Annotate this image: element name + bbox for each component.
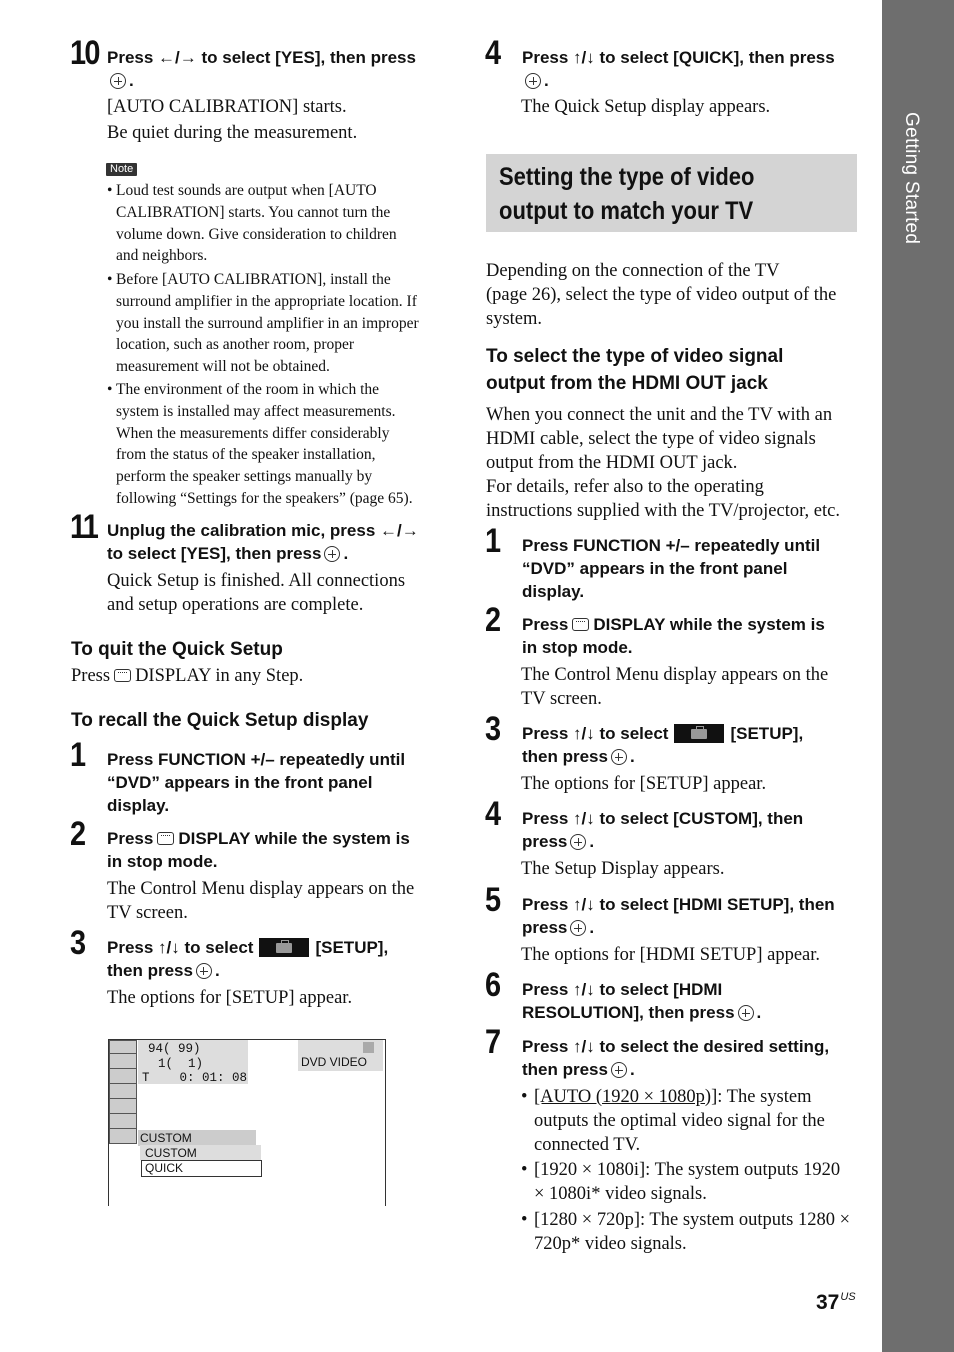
quick-step-4-instruction: Press ↑/↓ to select [QUICK], then press . [522,48,835,90]
hdmi-subheading: To select the type of video signal output from the HDMI OUT jack [486,346,784,394]
resolution-option-720p: • [1280 × 720p]: The system outputs 1280 × 720p* video signals. [521,1210,850,1254]
resolution-option-auto: • [AUTO (1920 × 1080p)]: The system outputs the optimal video signal for the connected TV. [521,1087,825,1155]
enter-button-icon [570,920,586,936]
hdmi-step-5-number: 5 [485,881,500,919]
display-button-icon [114,669,131,682]
enter-button-icon [324,546,340,562]
quit-quick-setup-heading: To quit the Quick Setup [71,639,283,660]
step-11-number: 11 [70,508,98,546]
recall-step-1-number: 1 [70,736,85,774]
recall-step-3-instruction: Press ↑/↓ to select [SETUP], then press . [107,938,389,980]
step-10-number: 10 [70,34,99,72]
hdmi-step-4-description: The Setup Display appears. [521,859,725,879]
hdmi-step-1-number: 1 [485,522,500,560]
osd-icon-strip [109,1040,137,1144]
hdmi-description: When you connect the unit and the TV with an HDMI cable, select the type of video signals output from the HDMI OUT jack. For details, refer also to the operating instructions supplied with the TV/projector, etc. [486,405,840,521]
quick-step-4-description: The Quick Setup display appears. [521,97,771,117]
setup-toolbox-icon [674,724,724,743]
recall-step-2-instruction: Press DISPLAY while the system is in stop mode. [107,829,410,871]
resolution-option-1080i: • [1920 × 1080i]: The system outputs 1920 × 1080i* video signals. [521,1160,841,1204]
osd-disc-indicator [363,1042,374,1053]
recall-step-3-number: 3 [70,924,85,962]
recall-quick-setup-heading: To recall the Quick Setup display [71,710,369,731]
hdmi-step-6-instruction: Press ↑/↓ to select [HDMI RESOLUTION], then press . [522,980,762,1022]
osd-menu-quick: QUICK [145,1161,184,1175]
enter-button-icon [611,749,627,765]
enter-button-icon [611,1062,627,1078]
hdmi-step-4-number: 4 [485,795,500,833]
display-button-icon [572,618,589,631]
enter-button-icon [738,1005,754,1021]
hdmi-step-5-description: The options for [HDMI SETUP] appear. [521,945,821,965]
section-intro: Depending on the connection of the TV (page 26), select the type of video output of the system. [486,261,837,329]
hdmi-step-2-description: The Control Menu display appears on the TV screen. [521,665,829,709]
osd-menu-custom-2: CUSTOM [145,1146,197,1160]
note-label: Note [106,163,137,176]
hdmi-step-7-number: 7 [485,1023,500,1061]
osd-status-text: 94( 99) 1( 1) T 0: 01: 08 [142,1042,248,1085]
display-button-icon [157,832,174,845]
quick-step-4-number: 4 [485,34,500,72]
osd-menu-custom-1: CUSTOM [140,1131,192,1145]
enter-button-icon [570,834,586,850]
enter-button-icon [525,73,541,89]
recall-step-1-instruction: Press FUNCTION +/– repeatedly until “DVD” appears in the front panel display. [107,750,406,815]
note-item-1: • Loud test sounds are output when [AUTO CALIBRATION] starts. You cannot turn the volume down. Give consideration to children and neighbors. [107,182,397,265]
step-10-description: [AUTO CALIBRATION] starts. Be quiet during the measurement. [107,97,358,143]
step-11-description: Quick Setup is finished. All connections and setup operations are complete. [107,571,406,615]
recall-step-3-description: The options for [SETUP] appear. [107,988,353,1008]
step-10-instruction: Press ←/→ to select [YES], then press . [107,48,416,90]
hdmi-step-2-number: 2 [485,601,500,639]
section-heading: Setting the type of video output to match your TV [499,163,755,225]
enter-button-icon [196,963,212,979]
hdmi-step-3-number: 3 [485,710,500,748]
hdmi-step-7-instruction: Press ↑/↓ to select the desired setting, then press . [522,1037,830,1079]
step-11-instruction: Unplug the calibration mic, press ←/→ to select [YES], then press . [107,521,419,563]
section-heading-box [486,154,857,232]
hdmi-step-3-description: The options for [SETUP] appear. [521,774,767,794]
recall-step-2-number: 2 [70,815,85,853]
enter-button-icon [110,73,126,89]
hdmi-step-4-instruction: Press ↑/↓ to select [CUSTOM], then press . [522,809,804,851]
quit-quick-setup-text: Press DISPLAY in any Step. [71,666,304,686]
note-item-3: • The environment of the room in which the system is installed may affect measurements. When the measurements differ considerably from the status of the speaker installation, perform the speaker settings manually by following “Settings for the speakers” (page 65). [107,381,413,507]
quick-setup-osd-illustration [108,1039,386,1205]
recall-step-2-description: The Control Menu display appears on the TV screen. [107,879,415,923]
section-tab-label: Getting Started [901,112,922,245]
hdmi-step-5-instruction: Press ↑/↓ to select [HDMI SETUP], then press . [522,895,835,937]
hdmi-step-3-instruction: Press ↑/↓ to select [SETUP], then press . [522,724,804,766]
hdmi-step-6-number: 6 [485,966,500,1004]
setup-toolbox-icon [259,938,309,957]
page-number: $37^{US}$ [816,1291,856,1314]
note-item-2: • Before [AUTO CALIBRATION], install the surround amplifier in the appropriate location. If you install the surround amplifier in an improper location, such as another room, proper measurement will not be obtained. [107,271,419,376]
hdmi-step-2-instruction: Press DISPLAY while the system is in stop mode. [522,615,825,657]
hdmi-step-1-instruction: Press FUNCTION +/– repeatedly until “DVD” appears in the front panel display. [522,536,821,601]
osd-disc-type: DVD VIDEO [301,1055,368,1069]
